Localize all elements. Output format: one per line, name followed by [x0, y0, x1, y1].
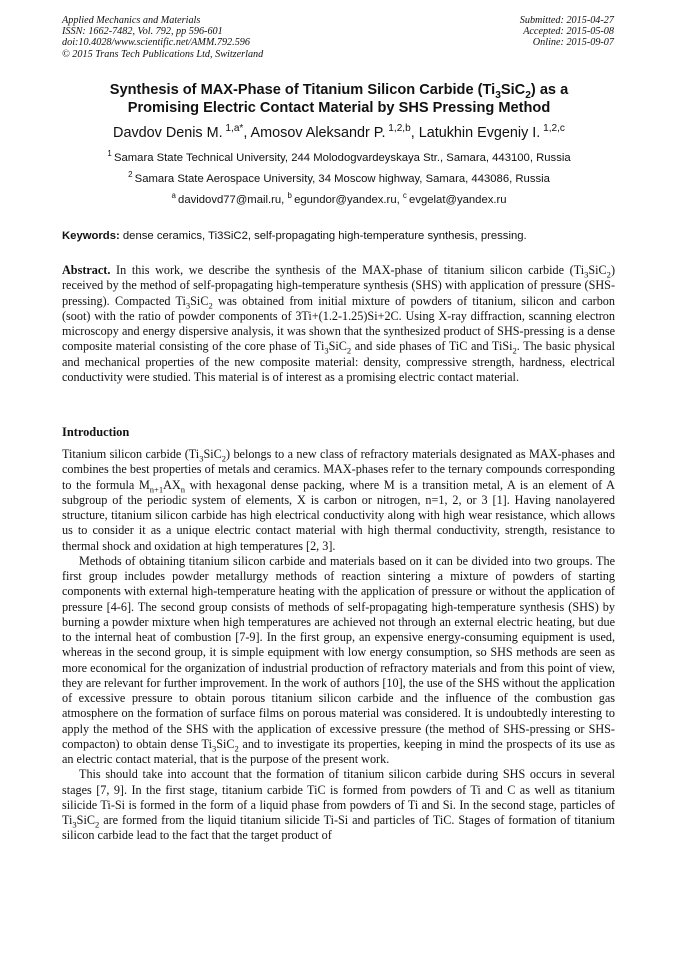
abstract: Abstract. In this work, we describe the synthesis of the MAX-phase of titanium silicon carbide $(Ti_3SiC_2)$ received by the method of self-propagating high-temperature synthesis (SHS) with application of pressure (SHS-pressing). Compacted $Ti_3SiC_2$ was obtained from initial mixture of powders of titanium, silicon and carbon (soot) with the ratio of powder components of 3Ti+(1.2-1.25)Si+2C. Using X-ray diffraction, scanning electron microscopy and energy dispersive analysis, it was shown that the synthesized product of SHS-pressing is a dense composite material consisting of the core phase of $Ti_3SiC_2$ and side phases of TiC and TiSi$_2$. The basic physical and mechanical properties of the new composite material: density, compressive strength, hardness, electrical conductivity were studied. This material is of interest as a promising electric contact material. — [62, 263, 615, 384]
paragraph: This should take into account that the formation of titanium silicon carbide during SHS occurs in several stages [7, 9]. In the first stage, titanium carbide TiC is formed from powders of Ti and C as well as titanium silicide Ti-Si is formed in the form of a liquid phase from powders of Ti and Si. In the second stage, particles of $Ti_3SiC_2$ are formed from the liquid titanium silicide Ti-Si and particles of TiC. Stages of formation of titanium silicon carbide lead to the fact that the target product of — [62, 767, 615, 843]
keywords: Keywords: dense ceramics, Ti3SiC2, self-propagating high-temperature synthesis, pressing. — [62, 230, 527, 242]
paper-title — [40, 81, 638, 117]
email-link[interactable]: evgelat@yandex.ru — [409, 194, 507, 206]
author-emails: $^a$ davidovd77@mail.ru, $^b$ egundor@yandex.ru, $^c$ evgelat@yandex.ru — [171, 191, 507, 206]
online-date: Online: 2015-09-07 — [532, 37, 614, 49]
paragraph: Titanium silicon carbide $(Ti_3SiC_2)$ belongs to a new class of refractory materials designated as MAX-phases and combines the best properties of metals and ceramics. MAX-phases refer to the ternary compounds corresponding to the formula $M_{n+1}AX_n$ with hexagonal dense packing, where M is a transition metal, A is an element of A subgroup of the periodic system of elements, X is carbon or nitrogen, n=1, 2, or 3 [1]. Having nanolayered structure, titanium silicon carbide has high electrical conductivity along with high wear resistance, which allows us to consider it as a unique electric contact material with high thermal conductivity, strength, resistance to thermal shock and oxidation at high temperatures [2, 3]. — [62, 447, 615, 553]
accepted-date: Accepted: 2015-05-08 — [523, 26, 614, 38]
email-link[interactable]: egundor@yandex.ru, — [294, 194, 403, 206]
title-line-1: Synthesis of MAX-Phase of Titanium Silicon Carbide $(Ti_3SiC_2)$ as a — [109, 82, 569, 101]
paragraph: Methods of obtaining titanium silicon carbide and materials based on it can be divided into two groups. The first group includes powder metallurgy methods of reaction sintering a mixture of powders of starting components with external high-temperature heating with the application of pressure or without the application of pressure [4-6]. The second group consists of methods of self-propagating high-temperature synthesis (SHS) by burning a powder mixture when high temperatures are achieved not through an external electric heating, but due to the internal heat of combustion [7-9]. In the first group, an expensive energy-consuming equipment is used, whereas in the second group, it is simple equipment with low energy consumption, so SHS methods are seen as more economical for the organization of industrial production of refractory materials and from this point of view, they are relevant for further improvement. In the work of authors [10], the use of the SHS without the application of excessive pressure to obtain porous titanium silicon carbide and the influence of the combustion gas atmosphere on the formation of surface films on porous material was considered. It is undoubtedly interesting to apply the method of the SHS with the application of excessive pressure (the method of SHS-pressing or SHS-compacton) to obtain dense $Ti_3SiC_2$ and to investigate its properties, keeping in mind the prospects of its use as an electric contact material, that is the purpose of the present work. — [62, 553, 615, 766]
author-name: , Latukhin Evgeniy I. — [410, 125, 541, 141]
doi-line: doi:10.4028/www.scientific.net/AMM.792.596 — [62, 37, 250, 49]
title-line-2: Promising Electric Contact Material by SHS Pressing Method — [127, 100, 551, 116]
publication-dates — [520, 15, 614, 49]
section-heading-introduction: Introduction — [62, 425, 130, 439]
abstract-label: Abstract. — [62, 263, 111, 277]
email-link[interactable]: davidovd77@mail.ru, — [178, 194, 288, 206]
keywords-label: Keywords: — [62, 230, 120, 242]
journal-name: Applied Mechanics and Materials — [62, 15, 201, 26]
copyright-line: © 2015 Trans Tech Publications Ltd, Switzerland — [62, 48, 264, 60]
author-name: Davdov Denis M. — [113, 125, 223, 141]
submitted-date: Submitted: 2015-04-27 — [519, 15, 614, 26]
issn-line: ISSN: 1662-7482, Vol. 792, pp 596-601 — [62, 26, 223, 38]
introduction-body — [62, 447, 615, 844]
author-name: , Amosov Aleksandr P. — [243, 125, 386, 141]
author-list: Davdov Denis M. $^{1,a*}$, Amosov Aleksandr P. $^{1,2,b}$, Latukhin Evgeniy I. $^{1,2,c}$ — [113, 123, 565, 141]
affiliation-1: $^1$ Samara State Technical University, 244 Molodogvardeyskaya Str., Samara, 443100, Russia — [107, 149, 571, 164]
journal-info — [62, 15, 263, 60]
affiliation-2: $^2$ Samara State Aerospace University, 34 Moscow highway, Samara, 443086, Russia — [128, 170, 550, 185]
